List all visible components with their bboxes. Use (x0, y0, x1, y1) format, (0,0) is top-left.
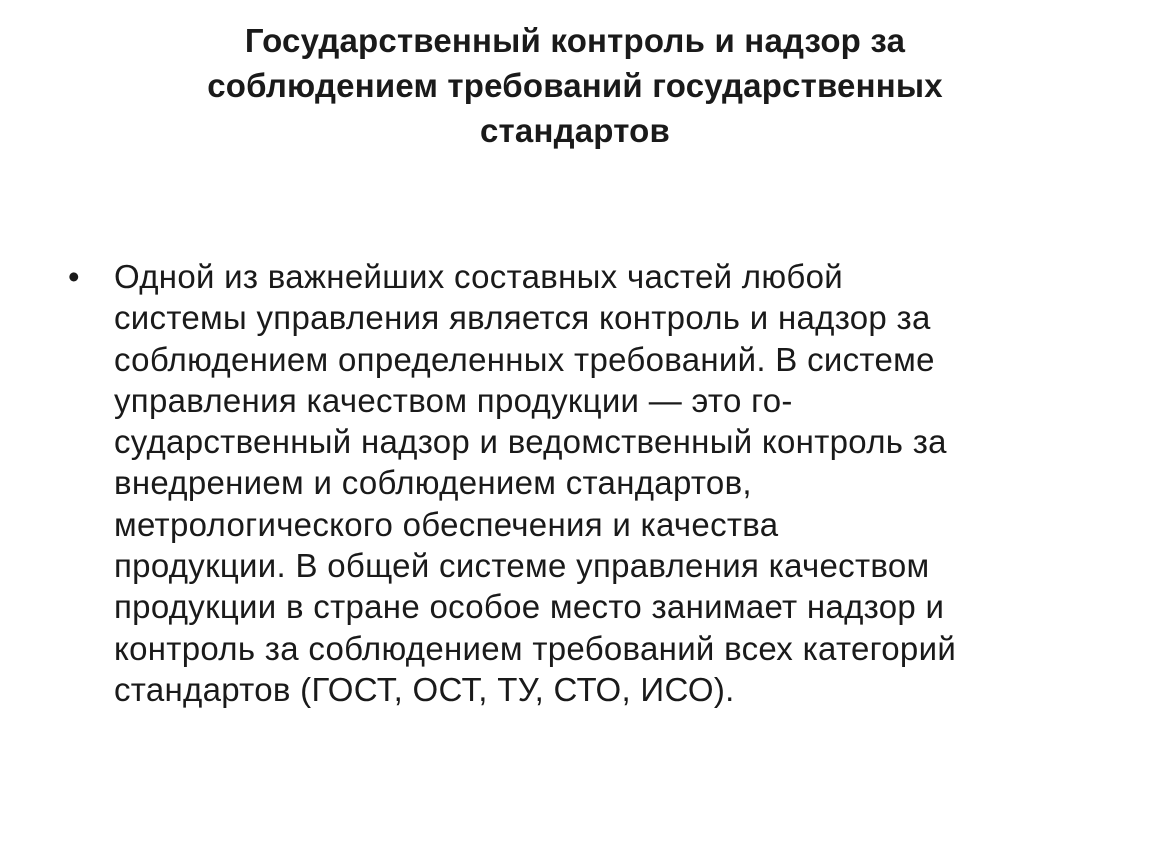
bullet-line: метрологического обеспечения и качества (114, 505, 779, 543)
bullet-line: продукции. В общей системе управления качеством (114, 547, 930, 585)
slide-title (60, 18, 1090, 153)
bullet-list (68, 256, 1128, 710)
bullet-line: стандартов (ГОСТ, ОСТ, ТУ, СТО, ИСО). (114, 670, 735, 708)
bullet-line: Одной из важнейших составных частей любой (114, 258, 843, 295)
title-line: Государственный контроль и надзор за (244, 22, 906, 59)
bullet-line: продукции в стране особое место занимает надзор и (114, 588, 945, 626)
bullet-marker: • (68, 258, 80, 295)
bullet-line: сударственный надзор и ведомственный контроль за (114, 423, 947, 461)
bullet-line: внедрением и соблюдением стандартов, (114, 464, 752, 502)
bullet-text (114, 256, 1128, 710)
bullet-line: контроль за соблюдением требований всех категорий (114, 629, 957, 667)
bullet-item (68, 256, 1128, 710)
title-line: соблюдением требований государственных (207, 67, 943, 104)
bullet-line: управления качеством продукции — это го- (114, 381, 793, 419)
bullet-line: системы управления является контроль и надзор за (114, 299, 931, 337)
bullet-line: соблюдением определенных требований. В системе (114, 340, 935, 378)
title-line: стандартов (480, 112, 670, 149)
